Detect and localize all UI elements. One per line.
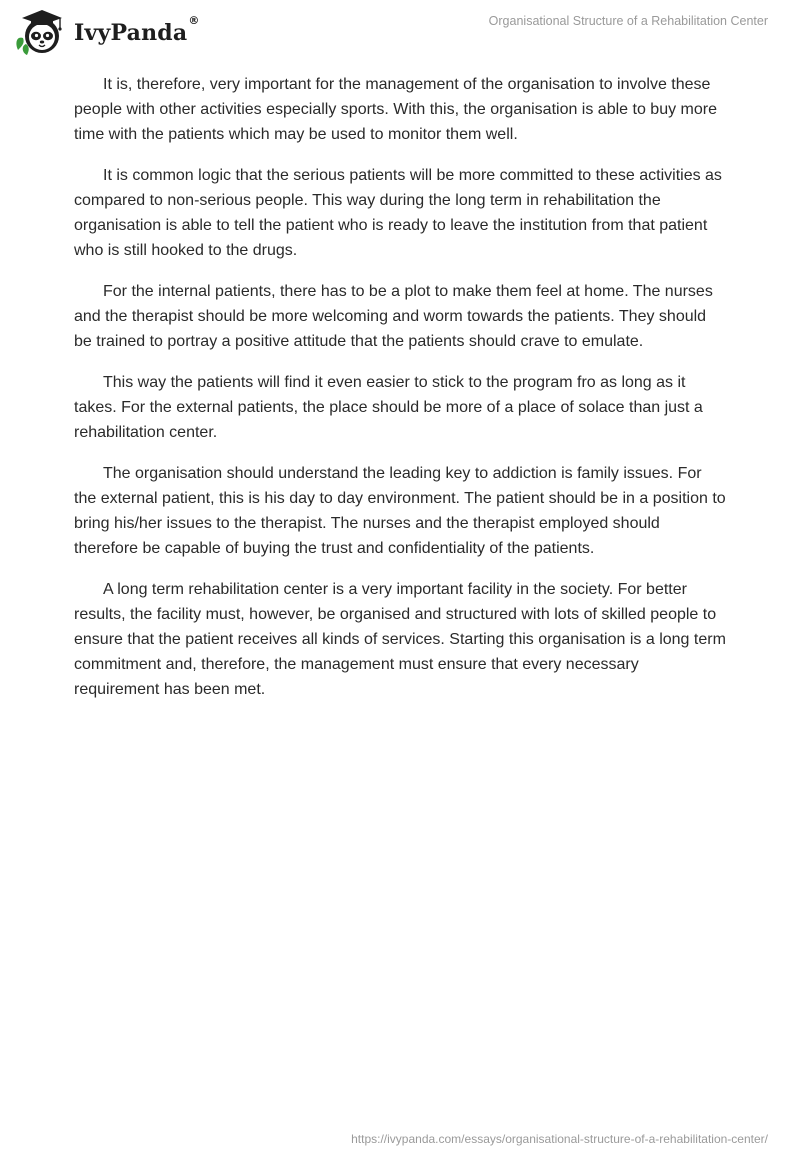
- paragraph: It is, therefore, very important for the management of the organisation to involve these people with other activities especially sports. With this, the organisation is able to buy more time with the patients which may be used to monitor them well.: [74, 76, 717, 143]
- essay-body: [74, 72, 726, 718]
- paragraph: It is common logic that the serious patients will be more committed to these activities as compared to non-serious people. This way during the long term in rehabilitation the organisation is able to tell the patient who is ready to leave the institution from that patient who is still hooked to the drugs.: [74, 167, 722, 259]
- source-url[interactable]: https://ivypanda.com/essays/organisational-structure-of-a-rehabilitation-center/: [351, 1132, 768, 1146]
- paragraph: For the internal patients, there has to be a plot to make them feel at home. The nurses and the therapist should be more welcoming and worm towards the patients. They should be trained to portray a positive attitude that the patients should crave to emulate.: [74, 283, 713, 350]
- document-title: Organisational Structure of a Rehabilitation Center: [488, 14, 768, 28]
- brand-logo[interactable]: [14, 8, 200, 56]
- paragraph: This way the patients will find it even easier to stick to the program fro as long as it takes. For the external patients, the place should be more of a place of solace than just a rehabilitation center.: [74, 374, 703, 441]
- brand-name: IvyPanda®: [74, 14, 200, 46]
- page-header: [0, 0, 800, 60]
- registered-mark: ®: [188, 14, 200, 27]
- panda-graduate-icon: [14, 8, 66, 56]
- paragraph: A long term rehabilitation center is a very important facility in the society. For better results, the facility must, however, be organised and structured with lots of skilled people to ensure that the patient receives all kinds of services. Starting this organisation is a long term commitment and, therefore, the management must ensure that every necessary requirement has been met.: [74, 581, 726, 698]
- paragraph: The organisation should understand the leading key to addiction is family issues. For the external patient, this is his day to day environment. The patient should be in a position to bring his/her issues to the therapist. The nurses and the therapist employed should therefore be capable of buying the trust and confidentiality of the patients.: [74, 465, 726, 557]
